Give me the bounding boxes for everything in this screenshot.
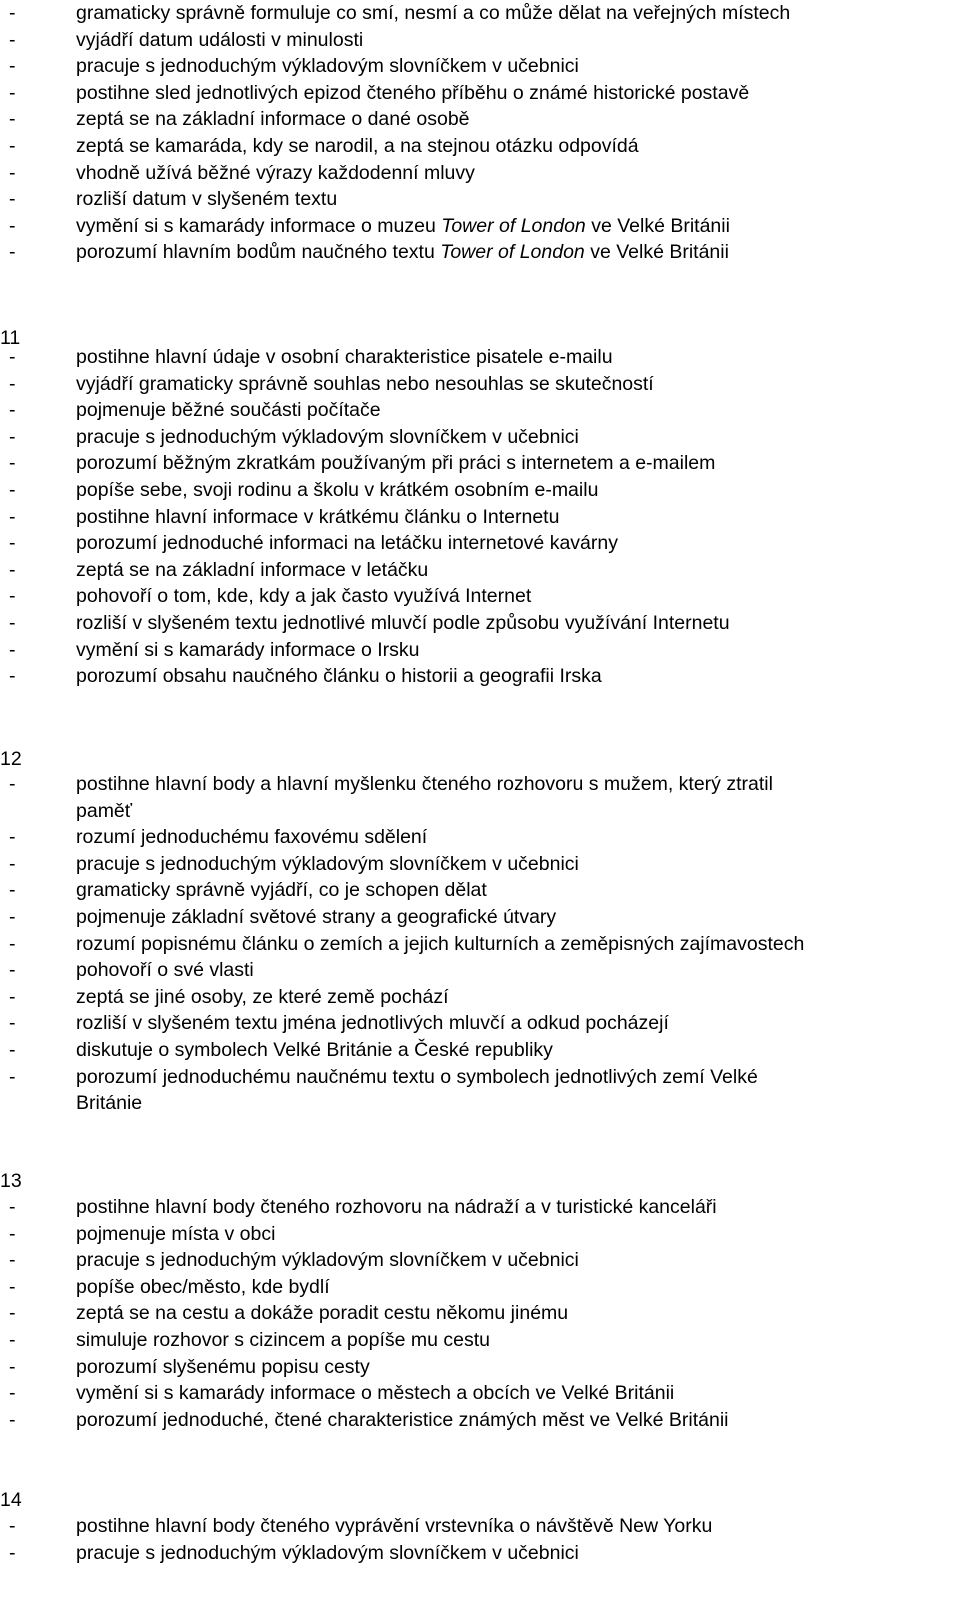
bullet-dash: -: [9, 1408, 16, 1431]
bullet-dash: -: [9, 452, 16, 475]
text-segment: rozliší datum v slyšeném textu: [76, 188, 338, 211]
bullet-dash: -: [9, 425, 16, 448]
text-segment: ve Velké Británii: [585, 214, 730, 237]
text-segment: zeptá se na základní informace o dané osobě: [76, 108, 470, 131]
list-item-text: [76, 984, 449, 1011]
text-segment: postihne hlavní informace v krátkému článku o Internetu: [76, 505, 560, 528]
bullet-dash: -: [9, 826, 16, 849]
bullet-dash: -: [9, 558, 16, 581]
text-segment: postihne hlavní údaje v osobní charakteristice pisatele e-mailu: [76, 346, 613, 368]
bullet-dash: -: [9, 932, 16, 955]
list-item-text: [76, 213, 730, 240]
list-item-text: [76, 957, 254, 984]
list-item-text: [76, 1247, 579, 1274]
text-segment: pohovoří o své vlasti: [76, 959, 254, 982]
text-segment: porozumí jednoduchému naučnému textu o symbolech jednotlivých zemí Velké: [76, 1065, 758, 1088]
bullet-dash: -: [9, 161, 16, 184]
text-segment: pohovoří o tom, kde, kdy a jak často využívá Internet: [76, 585, 532, 608]
text-segment: rozliší v slyšeném textu jména jednotlivých mluvčí a odkud pocházejí: [76, 1012, 669, 1035]
bullet-dash: -: [9, 214, 16, 237]
bullet-dash: -: [9, 959, 16, 982]
list-item-text: [76, 477, 598, 504]
list-item-text: [76, 1064, 758, 1091]
text-segment: vyjádří gramaticky správně souhlas nebo nesouhlas se skutečností: [76, 372, 654, 395]
bullet-dash: -: [9, 1355, 16, 1378]
text-segment: porozumí slyšenému popisu cesty: [76, 1355, 370, 1378]
text-segment: zeptá se jiné osoby, ze které země pochází: [76, 985, 449, 1008]
bullet-dash: -: [9, 505, 16, 528]
list-item-text: [76, 53, 579, 80]
bullet-dash: -: [9, 28, 16, 51]
bullet-dash: -: [9, 1012, 16, 1035]
italic-title: Tower of London: [440, 241, 585, 264]
bullet-dash: -: [9, 1541, 16, 1564]
list-item-text: [76, 1300, 568, 1327]
list-item-text: [76, 239, 729, 266]
italic-title: Tower of London: [441, 214, 586, 237]
list-item-text: [76, 133, 639, 160]
text-segment: ve Velké Británii: [584, 241, 729, 264]
text-segment: vyjádří datum události v minulosti: [76, 28, 364, 51]
list-item-text: [76, 1380, 674, 1407]
text-segment: postihne sled jednotlivých epizod čteného příběhu o známé historické postavě: [76, 81, 750, 104]
list-item-text: [76, 931, 804, 958]
list-item-text: [76, 504, 559, 531]
list-item-text: [76, 344, 613, 371]
text-segment: porozumí jednoduché, čtené charakteristice známých měst ve Velké Británii: [76, 1408, 729, 1431]
text-segment: popíše obec/město, kde bydlí: [76, 1275, 330, 1298]
text-segment: postihne hlavní body čteného rozhovoru na nádraží a v turistické kanceláři: [76, 1196, 717, 1218]
bullet-dash: -: [9, 372, 16, 395]
list-item-text: [76, 1407, 729, 1434]
bullet-dash: -: [9, 479, 16, 501]
list-item-text: [76, 798, 132, 825]
bullet-dash: -: [9, 906, 16, 928]
bullet-dash: -: [9, 1515, 16, 1537]
list-item-text: [76, 904, 556, 931]
bullet-dash: -: [9, 1039, 16, 1061]
text-segment: porozumí jednoduché informaci na letáčku internetové kavárny: [76, 532, 618, 555]
text-segment: zeptá se na základní informace v letáčku: [76, 558, 429, 581]
bullet-dash: -: [9, 1275, 16, 1298]
list-item-text: [76, 1513, 712, 1540]
section-number: 14: [0, 1489, 22, 1511]
bullet-dash: -: [9, 638, 16, 661]
list-item-text: [76, 424, 579, 451]
text-segment: gramaticky správně formuluje co smí, nesmí a co může dělat na veřejných místech: [76, 2, 791, 24]
bullet-dash: -: [9, 108, 16, 131]
bullet-dash: -: [9, 1065, 16, 1088]
section-number: 13: [0, 1170, 22, 1192]
text-segment: pracuje s jednoduchým výkladovým slovníčkem v učebnici: [76, 1249, 579, 1272]
list-item-text: [76, 771, 773, 798]
bullet-dash: -: [9, 985, 16, 1008]
text-segment: zeptá se na cestu a dokáže poradit cestu někomu jinému: [76, 1302, 569, 1325]
text-segment: gramaticky správně vyjádří, co je schopen dělat: [76, 879, 487, 902]
list-item-text: [76, 637, 420, 664]
bullet-dash: -: [9, 852, 16, 875]
list-item-text: [76, 851, 579, 878]
bullet-dash: -: [9, 188, 16, 211]
text-segment: porozumí obsahu naučného článku o historii a geografii Irska: [76, 665, 602, 688]
text-segment: simuluje rozhovor s cizincem a popíše mu cestu: [76, 1329, 491, 1351]
text-segment: paměť: [76, 799, 133, 822]
text-segment: postihne hlavní body čteného vyprávění vrstevníka o návštěvě New Yorku: [76, 1515, 713, 1537]
bullet-dash: -: [9, 612, 16, 634]
text-segment: diskutuje o symbolech Velké Británie a České republiky: [76, 1039, 553, 1061]
bullet-dash: -: [9, 1382, 16, 1405]
bullet-dash: -: [9, 135, 16, 157]
text-segment: pojmenuje místa v obci: [76, 1222, 276, 1245]
bullet-dash: -: [9, 241, 16, 264]
bullet-dash: -: [9, 399, 16, 422]
list-item-text: [76, 1274, 330, 1301]
bullet-dash: -: [9, 585, 16, 608]
list-item-text: [76, 186, 337, 213]
text-segment: zeptá se kamaráda, kdy se narodil, a na stejnou otázku odpovídá: [76, 135, 639, 157]
text-segment: rozliší v slyšeném textu jednotlivé mluvčí podle způsobu využívání Internetu: [76, 612, 730, 634]
list-item-text: [76, 160, 475, 187]
list-item-text: [76, 1354, 370, 1381]
text-segment: porozumí hlavním bodům naučného textu: [76, 241, 441, 264]
list-item-text: [76, 824, 427, 851]
list-item-text: [76, 1010, 669, 1037]
section-number: 11: [0, 327, 21, 349]
list-item-text: [76, 80, 749, 107]
bullet-dash: -: [9, 1222, 16, 1245]
list-item-text: [76, 1327, 490, 1354]
bullet-dash: -: [9, 81, 16, 104]
list-item-text: [76, 1037, 553, 1064]
section-number: 12: [0, 748, 22, 770]
bullet-dash: -: [9, 1196, 16, 1218]
text-segment: pracuje s jednoduchým výkladovým slovníčkem v učebnici: [76, 852, 579, 875]
text-segment: popíše sebe, svoji rodinu a školu v krátkém osobním e-mailu: [76, 479, 599, 501]
text-segment: porozumí běžným zkratkám používaným při práci s internetem a e-mailem: [76, 452, 716, 475]
list-item-text: [76, 610, 730, 637]
list-item-text: [76, 1090, 142, 1117]
bullet-dash: -: [9, 346, 16, 368]
text-segment: pracuje s jednoduchým výkladovým slovníčkem v učebnici: [76, 1541, 579, 1564]
list-item-text: [76, 106, 470, 133]
list-item-text: [76, 27, 363, 54]
text-segment: pracuje s jednoduchým výkladovým slovníčkem v učebnici: [76, 55, 579, 78]
text-segment: pojmenuje základní světové strany a geografické útvary: [76, 906, 557, 928]
text-segment: vymění si s kamarády informace o muzeu: [76, 214, 442, 237]
list-item-text: [76, 397, 381, 424]
bullet-dash: -: [9, 55, 16, 78]
list-item-text: [76, 877, 487, 904]
list-item-text: [76, 530, 618, 557]
bullet-dash: -: [9, 879, 16, 902]
list-item-text: [76, 371, 654, 398]
bullet-dash: -: [9, 1329, 16, 1351]
list-item-text: [76, 1221, 275, 1248]
text-segment: rozumí jednoduchému faxovému sdělení: [76, 826, 428, 849]
text-segment: postihne hlavní body a hlavní myšlenku čteného rozhovoru s mužem, který ztratil: [76, 773, 773, 795]
text-segment: vhodně užívá běžné výrazy každodenní mluvy: [76, 161, 475, 184]
bullet-dash: -: [9, 2, 16, 24]
bullet-dash: -: [9, 1302, 16, 1325]
list-item-text: [76, 0, 790, 27]
list-item-text: [76, 450, 715, 477]
text-segment: rozumí popisnému článku o zemích a jejich kulturních a zeměpisných zajímavostech: [76, 932, 805, 955]
bullet-dash: -: [9, 1249, 16, 1272]
list-item-text: [76, 1540, 579, 1567]
bullet-dash: -: [9, 532, 16, 555]
bullet-dash: -: [9, 665, 16, 688]
text-segment: pracuje s jednoduchým výkladovým slovníčkem v učebnici: [76, 425, 579, 448]
list-item-text: [76, 663, 602, 690]
list-item-text: [76, 1194, 717, 1221]
text-segment: vymění si s kamarády informace o Irsku: [76, 638, 420, 661]
text-segment: pojmenuje běžné součásti počítače: [76, 399, 381, 422]
list-item-text: [76, 557, 428, 584]
text-segment: vymění si s kamarády informace o městech a obcích ve Velké Británii: [76, 1382, 675, 1405]
bullet-dash: -: [9, 773, 16, 795]
text-segment: Británie: [76, 1092, 143, 1115]
list-item-text: [76, 583, 531, 610]
